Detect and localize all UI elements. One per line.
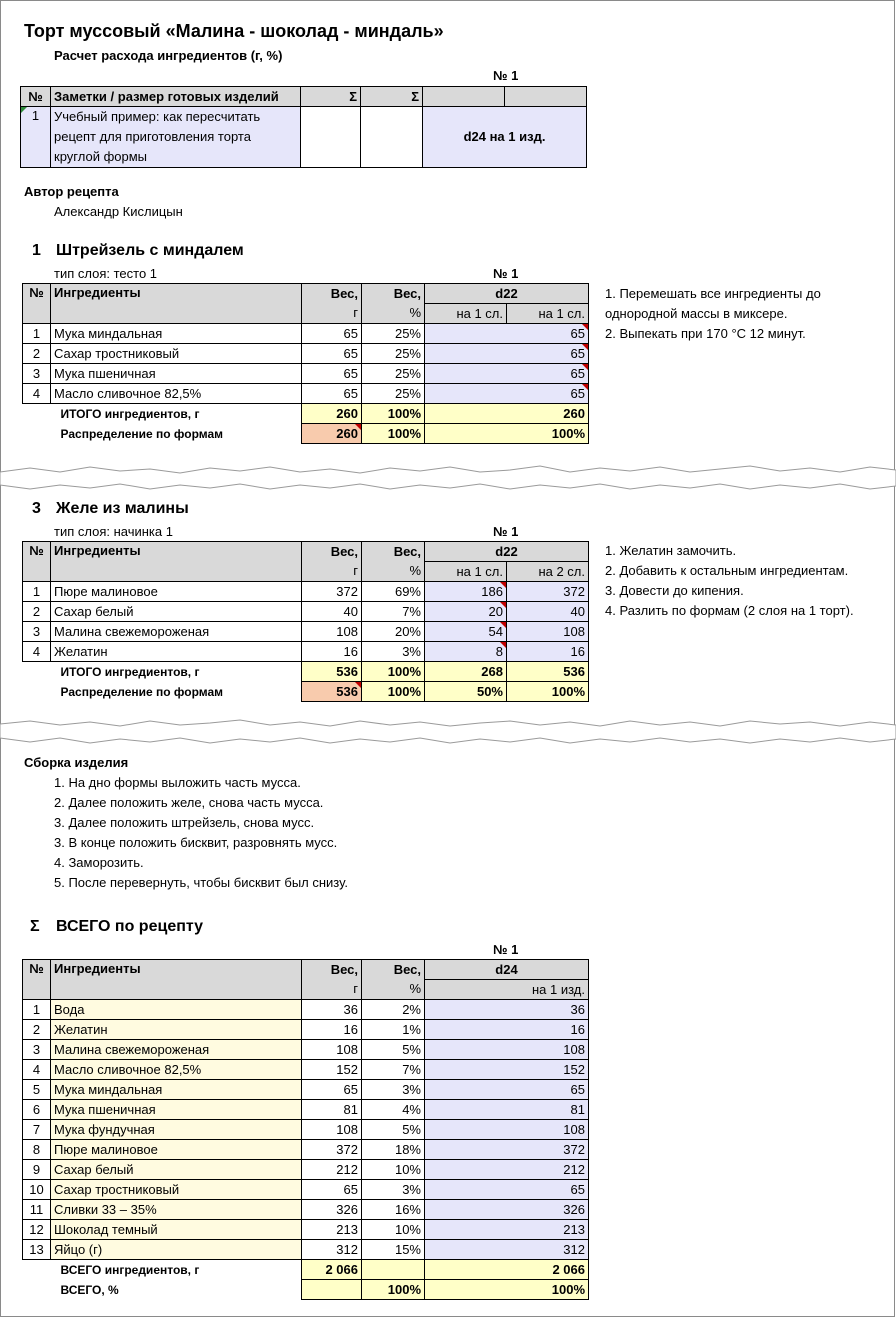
spacer: [23, 1260, 51, 1280]
row-value-b: 40: [507, 602, 589, 622]
row-name: Мука пшеничная: [51, 364, 302, 384]
s3-total-label: ИТОГО ингредиентов, г: [60, 664, 200, 679]
row-no: 8: [23, 1140, 51, 1160]
spacer: [23, 662, 51, 682]
table-row: [23, 364, 589, 384]
total-col-weight-unit: г: [302, 980, 362, 1000]
spacer: [23, 682, 51, 702]
s1-total-label: ИТОГО ингредиентов, г: [60, 406, 200, 421]
row-weight: 16: [302, 642, 362, 662]
s3-col-pct: Вес,: [362, 542, 425, 562]
row-pct: 25%: [362, 384, 425, 404]
assembly-steps: [54, 773, 348, 893]
total-pct-w: [302, 1280, 362, 1300]
row-name: Яйцо (г): [51, 1240, 302, 1260]
row-name: Малина свежемороженая: [51, 622, 302, 642]
row-name: Сахар тростниковый: [51, 1180, 302, 1200]
s1-col-weight: Вес,: [302, 284, 362, 304]
comment-marker: [582, 364, 588, 370]
table-row: [23, 1220, 589, 1240]
row-no: 4: [23, 384, 51, 404]
total-table: [22, 959, 589, 1300]
s3-col-no: №: [23, 542, 51, 582]
row-value-b: 372: [507, 582, 589, 602]
section3-title: Желе из малины: [56, 500, 189, 517]
assembly-title: Сборка изделия: [24, 755, 129, 770]
s1-col-no: №: [23, 284, 51, 324]
row-no: 1: [23, 324, 51, 344]
table-row: [23, 1040, 589, 1060]
section1-num: 1: [32, 242, 41, 259]
spacer: [23, 1280, 51, 1300]
row-value: 65: [425, 1080, 589, 1100]
header-sigma1-cell: [301, 107, 361, 168]
row-value: [425, 364, 589, 384]
s3-total-p: 100%: [362, 662, 425, 682]
row-pct: 5%: [362, 1120, 425, 1140]
row-no: 4: [23, 642, 51, 662]
row-value-a-text: 186: [481, 583, 503, 599]
step-item: 3. Далее положить штрейзель, снова мусс.: [54, 815, 315, 830]
table-row: [23, 1160, 589, 1180]
row-no: 4: [23, 1060, 51, 1080]
row-name: Сахар белый: [51, 602, 302, 622]
total-col-pct-unit: %: [362, 980, 425, 1000]
total-sigma: Σ: [30, 918, 40, 935]
table-row: [23, 1100, 589, 1120]
row-value: 16: [425, 1020, 589, 1040]
row-no: 13: [23, 1240, 51, 1260]
row-pct: 7%: [362, 1060, 425, 1080]
row-value: 212: [425, 1160, 589, 1180]
row-pct: 25%: [362, 344, 425, 364]
row-value: [425, 344, 589, 364]
row-weight: 81: [302, 1100, 362, 1120]
row-name: Желатин: [51, 1020, 302, 1040]
row-pct: 2%: [362, 1000, 425, 1020]
row-value-a-text: 54: [488, 623, 503, 639]
row-value: 81: [425, 1100, 589, 1120]
header-notes-cell: [51, 107, 301, 168]
s3-dist-w: [302, 682, 362, 702]
step-item: 1. Перемешать все ингредиенты до: [605, 286, 821, 301]
step-item: 1. На дно формы выложить часть мусса.: [54, 775, 301, 790]
torn-edge-divider: [0, 458, 896, 498]
s3-total-w: 536: [302, 662, 362, 682]
total-pct-p: 100%: [362, 1280, 425, 1300]
table-row: [23, 1000, 589, 1020]
s1-total-p: 100%: [362, 404, 425, 424]
header-col-empty1: [423, 87, 505, 107]
step-item: 3. Довести до кипения.: [605, 583, 744, 598]
row-pct: 10%: [362, 1160, 425, 1180]
header-col-empty2: [505, 87, 587, 107]
row-pct: 10%: [362, 1220, 425, 1240]
comment-marker: [355, 424, 361, 430]
comment-marker: [582, 324, 588, 330]
row-value-a: [425, 602, 507, 622]
section1-title: Штрейзель с миндалем: [56, 242, 244, 259]
total-title: ВСЕГО по рецепту: [56, 918, 204, 935]
total-col-sub: на 1 изд.: [425, 980, 589, 1000]
row-no: 11: [23, 1200, 51, 1220]
section3-table: [22, 541, 589, 702]
s3-col-sub1: на 1 сл.: [425, 562, 507, 582]
row-weight: 212: [302, 1160, 362, 1180]
row-no: 3: [23, 364, 51, 384]
s3-col-ingredients: Ингредиенты: [51, 542, 302, 582]
row-value-a: [425, 582, 507, 602]
s3-dist-b: 100%: [507, 682, 589, 702]
s1-col-sub1: на 1 сл.: [425, 304, 507, 324]
header-sigma2-cell: [361, 107, 423, 168]
total-col-ingredients: Ингредиенты: [51, 960, 302, 1000]
s1-total-w: 260: [302, 404, 362, 424]
row-value-text: 65: [570, 365, 585, 381]
row-weight: 108: [302, 1040, 362, 1060]
torn-edge-divider: [0, 712, 896, 752]
comment-marker: [500, 582, 506, 588]
step-item: 1. Желатин замочить.: [605, 543, 737, 558]
row-no: 6: [23, 1100, 51, 1120]
step-item: 3. В конце положить бисквит, разровнять мусс.: [54, 835, 338, 850]
comment-marker: [355, 682, 361, 688]
s1-dist-w-text: 260: [336, 425, 358, 441]
total-sum-label: ВСЕГО ингредиентов, г: [60, 1262, 200, 1277]
table-row: [23, 384, 589, 404]
row-weight: 36: [302, 1000, 362, 1020]
section1-no-label: № 1: [493, 266, 519, 281]
total-rows: [23, 1000, 589, 1260]
author-label: Автор рецепта: [24, 184, 119, 199]
row-value: [425, 384, 589, 404]
row-no: 3: [23, 1040, 51, 1060]
row-pct: 4%: [362, 1100, 425, 1120]
row-name: Масло сливочное 82,5%: [51, 384, 302, 404]
row-pct: 1%: [362, 1020, 425, 1040]
s1-col-sub2: на 1 сл.: [507, 304, 589, 324]
author-name: Александр Кислицын: [54, 204, 183, 219]
row-name: Масло сливочное 82,5%: [51, 1060, 302, 1080]
table-row: [23, 622, 589, 642]
row-value-text: 65: [570, 385, 585, 401]
header-row-no: 1: [21, 107, 51, 168]
row-weight: 65: [302, 1080, 362, 1100]
comment-marker: [582, 344, 588, 350]
step-item: 2. Далее положить желе, снова часть мусса.: [54, 795, 324, 810]
row-name: Пюре малиновое: [51, 582, 302, 602]
step-item: 2. Добавить к остальным ингредиентам.: [605, 563, 849, 578]
row-weight: 40: [302, 602, 362, 622]
row-no: 2: [23, 602, 51, 622]
row-pct: 15%: [362, 1240, 425, 1260]
row-weight: 108: [302, 622, 362, 642]
row-pct: 69%: [362, 582, 425, 602]
row-value-text: 65: [570, 325, 585, 341]
s3-total-b: 536: [507, 662, 589, 682]
spacer: [23, 404, 51, 424]
row-pct: 3%: [362, 642, 425, 662]
row-value: [425, 324, 589, 344]
note-line: рецепт для приготовления торта: [54, 129, 251, 144]
header-size-cell: d24 на 1 изд.: [423, 107, 587, 168]
row-weight: 372: [302, 1140, 362, 1160]
s3-col-pct-unit: %: [362, 562, 425, 582]
section3-num: 3: [32, 500, 41, 517]
row-no: 9: [23, 1160, 51, 1180]
row-value: 108: [425, 1040, 589, 1060]
row-pct: 25%: [362, 324, 425, 344]
row-pct: 18%: [362, 1140, 425, 1160]
s3-dist-p: 100%: [362, 682, 425, 702]
row-value-a: [425, 642, 507, 662]
row-no: 7: [23, 1120, 51, 1140]
s1-col-weight-unit: г: [302, 304, 362, 324]
row-weight: 312: [302, 1240, 362, 1260]
row-name: Мука миндальная: [51, 324, 302, 344]
row-value-a-text: 20: [488, 603, 503, 619]
s3-col-weight: Вес,: [302, 542, 362, 562]
row-weight: 65: [302, 324, 362, 344]
row-weight: 65: [302, 1180, 362, 1200]
row-name: Сахар белый: [51, 1160, 302, 1180]
total-col-no: №: [23, 960, 51, 1000]
row-value: 36: [425, 1000, 589, 1020]
section1-steps: [605, 284, 821, 344]
row-value-b: 108: [507, 622, 589, 642]
section3-no-label: № 1: [493, 524, 519, 539]
table-row: [23, 1140, 589, 1160]
row-no: 2: [23, 344, 51, 364]
total-sum-b: 2 066: [425, 1260, 589, 1280]
row-weight: 65: [302, 344, 362, 364]
s3-dist-label: Распределение по формам: [60, 684, 224, 699]
s3-total-a: 268: [425, 662, 507, 682]
spacer: [23, 424, 51, 444]
table-row: [23, 1020, 589, 1040]
table-row: [23, 344, 589, 364]
row-name: Желатин: [51, 642, 302, 662]
s1-col-pct: Вес,: [362, 284, 425, 304]
header-col-notes: Заметки / размер готовых изделий: [51, 87, 301, 107]
s3-dist-a: 50%: [425, 682, 507, 702]
s3-col-weight-unit: г: [302, 562, 362, 582]
header-no-label: № 1: [493, 68, 519, 83]
s3-col-sub2: на 2 сл.: [507, 562, 589, 582]
row-weight: 65: [302, 384, 362, 404]
total-pct-b: 100%: [425, 1280, 589, 1300]
row-value: 213: [425, 1220, 589, 1240]
s1-col-ingredients: Ингредиенты: [51, 284, 302, 324]
row-pct: 3%: [362, 1180, 425, 1200]
row-name: Вода: [51, 1000, 302, 1020]
table-row: [23, 324, 589, 344]
row-value-text: 65: [570, 345, 585, 361]
row-name: Сахар тростниковый: [51, 344, 302, 364]
header-table: [20, 86, 587, 168]
row-name: Малина свежемороженая: [51, 1040, 302, 1060]
note-line: круглой формы: [54, 149, 147, 164]
row-value-a-text: 8: [495, 643, 503, 659]
row-weight: 108: [302, 1120, 362, 1140]
row-weight: 16: [302, 1020, 362, 1040]
page-title: Торт муссовый «Малина - шоколад - миндаль»: [24, 21, 444, 41]
s1-col-size: d22: [425, 284, 589, 304]
total-col-size: d24: [425, 960, 589, 980]
row-no: 2: [23, 1020, 51, 1040]
total-pct-label: ВСЕГО, %: [60, 1282, 119, 1297]
step-item: 4. Разлить по формам (2 слоя на 1 торт).: [605, 603, 854, 618]
header-col-sigma1: Σ: [301, 87, 361, 107]
row-weight: 213: [302, 1220, 362, 1240]
table-row: [23, 1120, 589, 1140]
row-pct: 16%: [362, 1200, 425, 1220]
step-item: 2. Выпекать при 170 °C 12 минут.: [605, 326, 806, 341]
table-row: [23, 1080, 589, 1100]
comment-marker: [500, 622, 506, 628]
total-sum-p: [362, 1260, 425, 1280]
section1-layer-type: тип слоя: тесто 1: [54, 266, 158, 281]
comment-marker: [582, 384, 588, 390]
row-value: 312: [425, 1240, 589, 1260]
row-name: Сливки 33 – 35%: [51, 1200, 302, 1220]
table-row: [23, 1180, 589, 1200]
header-col-no: №: [21, 87, 51, 107]
row-weight: 326: [302, 1200, 362, 1220]
row-value: 65: [425, 1180, 589, 1200]
total-no-label: № 1: [493, 942, 519, 957]
s1-dist-p: 100%: [362, 424, 425, 444]
table-row: [23, 582, 589, 602]
total-col-pct: Вес,: [362, 960, 425, 980]
row-pct: 5%: [362, 1040, 425, 1060]
row-value-b: 16: [507, 642, 589, 662]
row-name: Пюре малиновое: [51, 1140, 302, 1160]
step-item: 4. Заморозить.: [54, 855, 144, 870]
s1-dist-w: [302, 424, 362, 444]
row-weight: 65: [302, 364, 362, 384]
row-value: 326: [425, 1200, 589, 1220]
page-subtitle: Расчет расхода ингредиентов (г, %): [54, 48, 283, 63]
note-line: Учебный пример: как пересчитать: [54, 109, 261, 124]
s1-total-b: 260: [425, 404, 589, 424]
total-col-weight: Вес,: [302, 960, 362, 980]
step-item: 5. После перевернуть, чтобы бисквит был снизу.: [54, 875, 348, 890]
s1-col-pct-unit: %: [362, 304, 425, 324]
step-item: однородной массы в миксере.: [605, 306, 788, 321]
row-no: 1: [23, 582, 51, 602]
row-weight: 152: [302, 1060, 362, 1080]
section3-layer-type: тип слоя: начинка 1: [54, 524, 173, 539]
comment-marker: [500, 602, 506, 608]
row-value: 372: [425, 1140, 589, 1160]
row-name: Мука пшеничная: [51, 1100, 302, 1120]
row-pct: 20%: [362, 622, 425, 642]
row-value: 108: [425, 1120, 589, 1140]
s3-col-size: d22: [425, 542, 589, 562]
table-row: [23, 1060, 589, 1080]
row-pct: 25%: [362, 364, 425, 384]
row-pct: 3%: [362, 1080, 425, 1100]
row-no: 5: [23, 1080, 51, 1100]
row-pct: 7%: [362, 602, 425, 622]
table-row: [23, 1200, 589, 1220]
row-name: Мука фундучная: [51, 1120, 302, 1140]
s1-dist-b: 100%: [425, 424, 589, 444]
row-value-a: [425, 622, 507, 642]
s3-dist-w-text: 536: [336, 683, 358, 699]
section1-table: [22, 283, 589, 444]
section3-steps: [605, 541, 854, 621]
table-row: [23, 1240, 589, 1260]
row-weight: 372: [302, 582, 362, 602]
comment-marker: [500, 642, 506, 648]
total-sum-w: 2 066: [302, 1260, 362, 1280]
row-no: 1: [23, 1000, 51, 1020]
s1-dist-label: Распределение по формам: [60, 426, 224, 441]
row-name: Мука миндальная: [51, 1080, 302, 1100]
header-col-sigma2: Σ: [361, 87, 423, 107]
row-no: 12: [23, 1220, 51, 1240]
table-row: [23, 602, 589, 622]
row-name: Шоколад темный: [51, 1220, 302, 1240]
table-row: [23, 642, 589, 662]
row-no: 10: [23, 1180, 51, 1200]
row-value: 152: [425, 1060, 589, 1080]
row-no: 3: [23, 622, 51, 642]
